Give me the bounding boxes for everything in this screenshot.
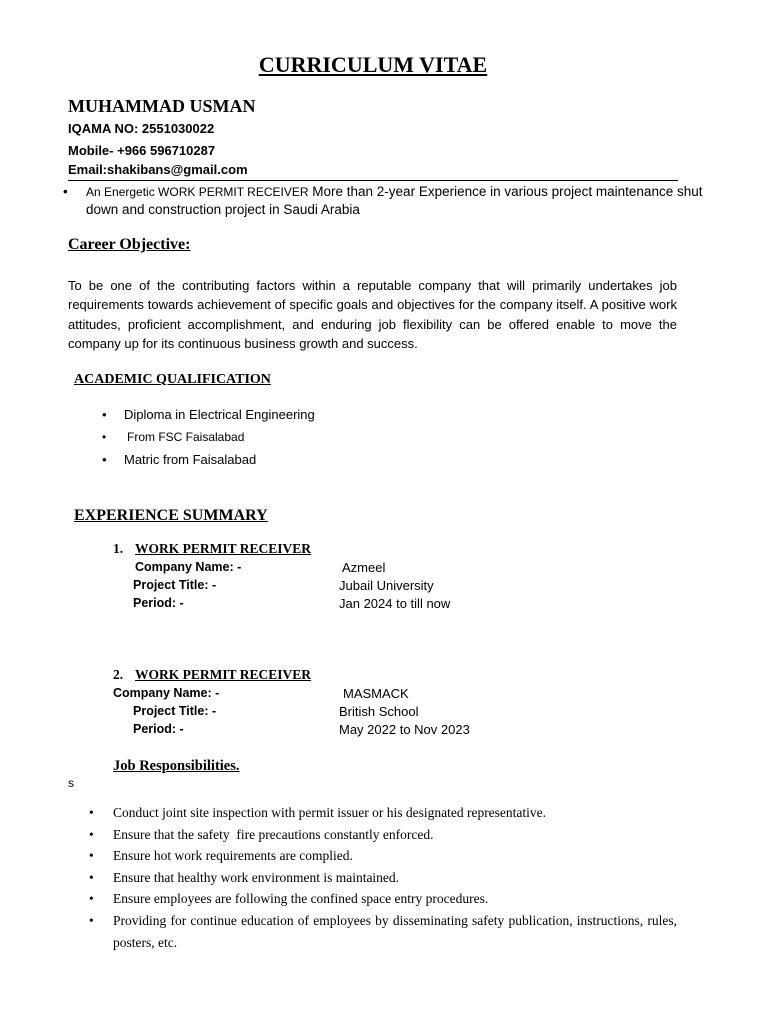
bullet-icon: • xyxy=(102,452,107,467)
period-value: May 2022 to Nov 2023 xyxy=(339,722,470,737)
header-divider xyxy=(68,180,678,181)
period-label: Period: - xyxy=(133,596,184,610)
job-1-heading xyxy=(113,541,311,557)
responsibility-text: Ensure that healthy work environment is maintained. xyxy=(113,870,400,885)
job-role: WORK PERMIT RECEIVER xyxy=(135,667,312,682)
candidate-name: MUHAMMAD USMAN xyxy=(68,96,256,116)
summary-text: More than 2-year Experience in various project maintenance shut down and construction project in Saudi Arabia xyxy=(86,184,703,217)
list-item xyxy=(102,407,315,422)
academic-item-text: Diploma in Electrical Engineering xyxy=(124,407,315,422)
bullet-icon: • xyxy=(89,891,94,906)
experience-heading: EXPERIENCE SUMMARY xyxy=(74,507,268,524)
responsibility-text: Ensure that the safety fire precautions constantly enforced. xyxy=(113,827,434,842)
responsibility-text: Ensure hot work requirements are complied. xyxy=(113,848,353,863)
job-role: WORK PERMIT RECEIVER xyxy=(135,541,312,556)
list-item xyxy=(89,910,677,953)
document-title: CURRICULUM VITAE xyxy=(258,52,488,77)
bullet-icon: • xyxy=(89,848,94,863)
list-item xyxy=(89,867,677,889)
bullet-icon: • xyxy=(102,430,107,444)
responsibility-text: Providing for continue education of employees by disseminating safety publication, instructions, rules, posters, etc. xyxy=(113,913,677,950)
career-objective-text: To be one of the contributing factors within a reputable company that will primarily undertakes job requirements towards achievement of specific goals and objectives for the company itself. A positive work attitudes, proficient accomplishment, and enduring job flexibility can be offered enable to move the company up for its continuous business growth and success. xyxy=(68,278,677,351)
period-label: Period: - xyxy=(133,722,184,736)
email-address: Email:shakibans@gmail.com xyxy=(68,162,248,177)
project-value: Jubail University xyxy=(339,578,434,593)
company-label: Company Name: - xyxy=(135,560,242,574)
project-label: Project Title: - xyxy=(133,704,217,718)
academic-heading: ACADEMIC QUALIFICATION xyxy=(74,372,271,387)
stray-character: s xyxy=(68,776,74,790)
bullet-icon: • xyxy=(89,913,94,928)
job-number: 1. xyxy=(113,541,124,556)
list-item xyxy=(89,824,677,846)
company-value: MASMACK xyxy=(343,686,409,701)
profile-summary xyxy=(63,183,716,218)
period-value: Jan 2024 to till now xyxy=(339,596,451,611)
job-number: 2. xyxy=(113,667,124,682)
bullet-icon: • xyxy=(63,184,68,199)
responsibilities-heading: Job Responsibilities. xyxy=(113,758,240,774)
list-item xyxy=(89,888,677,910)
iqama-number: IQAMA NO: 2551030022 xyxy=(68,121,215,136)
bullet-icon: • xyxy=(89,805,94,820)
bullet-icon: • xyxy=(89,827,94,842)
mobile-number: Mobile- +966 596710287 xyxy=(68,143,216,158)
job-2-heading xyxy=(113,667,311,683)
list-item xyxy=(102,430,245,444)
summary-lead: An Energetic WORK PERMIT RECEIVER xyxy=(86,185,309,199)
bullet-icon: • xyxy=(89,870,94,885)
career-objective-heading: Career Objective: xyxy=(68,236,191,253)
project-label: Project Title: - xyxy=(133,578,217,592)
company-label: Company Name: - xyxy=(113,686,220,700)
list-item xyxy=(89,802,677,824)
company-value: Azmeel xyxy=(342,560,386,575)
list-item xyxy=(89,845,677,867)
academic-item-text: From FSC Faisalabad xyxy=(127,430,245,444)
bullet-icon: • xyxy=(102,407,107,422)
list-item xyxy=(102,452,257,467)
academic-item-text: Matric from Faisalabad xyxy=(124,452,257,467)
responsibility-text: Conduct joint site inspection with permit issuer or his designated representative. xyxy=(113,805,547,820)
project-value: British School xyxy=(339,704,419,719)
responsibility-text: Ensure employees are following the confined space entry procedures. xyxy=(113,891,489,906)
